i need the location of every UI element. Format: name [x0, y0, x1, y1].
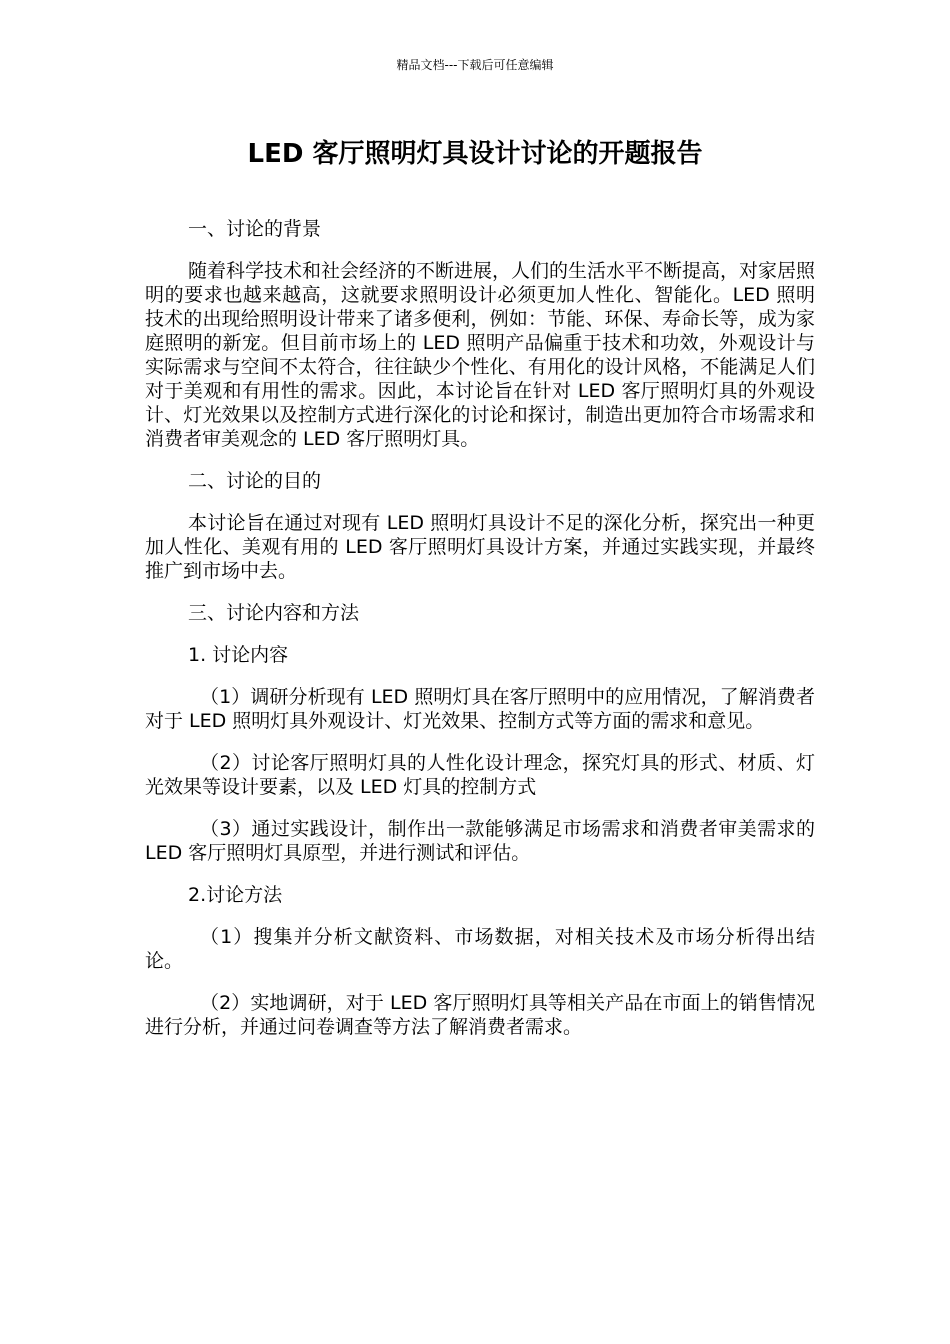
method-item-1: （1）搜集并分析文献资料、市场数据，对相关技术及市场分析得出结论。	[145, 926, 815, 972]
content-item-3: （3）通过实践设计，制作出一款能够满足市场需求和消费者审美需求的 LED 客厅照明灯具原型，并进行测试和评估。	[145, 818, 815, 864]
content-item-1: （1）调研分析现有 LED 照明灯具在客厅照明中的应用情况，了解消费者对于 LED 照明灯具外观设计、灯光效果、控制方式等方面的需求和意见。	[145, 686, 815, 732]
method-item-2: （2）实地调研，对于 LED 客厅照明灯具等相关产品在市面上的销售情况进行分析，并通过问卷调查等方法了解消费者需求。	[145, 992, 815, 1038]
section-heading-content-methods: 三、讨论内容和方法	[188, 602, 360, 624]
section-heading-purpose: 二、讨论的目的	[188, 470, 322, 492]
content-item-2: （2）讨论客厅照明灯具的人性化设计理念，探究灯具的形式、材质、灯光效果等设计要素，以及 LED 灯具的控制方式	[145, 752, 815, 798]
paragraph-purpose: 本讨论旨在通过对现有 LED 照明灯具设计不足的深化分析，探究出一种更加人性化、美观有用的 LED 客厅照明灯具设计方案，并通过实践实现，并最终推广到市场中去。	[145, 512, 815, 582]
page-header-note: 精品文档---下载后可任意编辑	[396, 58, 554, 72]
paragraph-background: 随着科学技术和社会经济的不断进展，人们的生活水平不断提高，对家居照明的要求也越来越高，这就要求照明设计必须更加人性化、智能化。LED 照明技术的出现给照明设计带来了诸多便利，例如：节能、环保、寿命长等，成为家庭照明的新宠。但目前市场上的 LED 照明产品偏重于技术和功效，外观设计与实际需求与空间不太符合，往往缺少个性化、有用化的设计风格，不能满足人们对于美观和有用性的需求。因此，本讨论旨在针对 LED 客厅照明灯具的外观设计、灯光效果以及控制方式进行深化的讨论和探讨，制造出更加符合市场需求和消费者审美观念的 LED 客厅照明灯具。	[145, 260, 816, 450]
subheading-methods: 2.讨论方法	[188, 884, 283, 906]
section-heading-background: 一、讨论的背景	[188, 218, 322, 240]
document-title: LED 客厅照明灯具设计讨论的开题报告	[247, 139, 703, 169]
document-body	[145, 217, 815, 1057]
subheading-content: 1. 讨论内容	[188, 644, 289, 666]
